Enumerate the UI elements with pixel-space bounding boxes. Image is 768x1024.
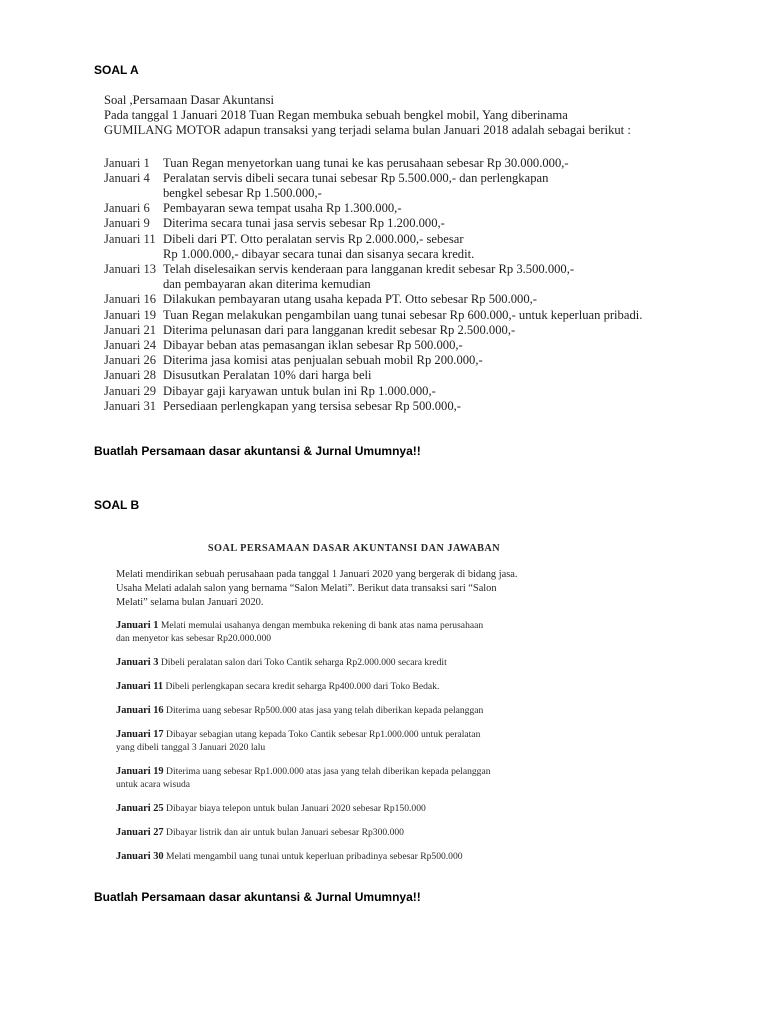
- transaction-line: Diterima uang sebesar Rp1.000.000 atas jasa yang telah diberikan kepada pelanggan: [163, 766, 491, 777]
- transaction-description: [163, 156, 674, 171]
- transaction-line: Diterima secara tunai jasa servis sebesar Rp 1.200.000,-: [163, 216, 445, 231]
- transaction-description: [163, 201, 674, 216]
- soal-a-heading: SOAL A: [94, 63, 139, 77]
- transaction-date: Januari 11: [116, 681, 164, 692]
- transaction-date: Januari 29: [104, 383, 157, 398]
- transaction-date: Januari 19: [116, 766, 164, 777]
- transaction-date: Januari 28: [104, 368, 157, 383]
- transaction-line: Rp 1.000.000,- dibayar secara tunai dan sisanya secara kredit.: [163, 246, 475, 261]
- transaction-line: Dibayar listrik dan air untuk bulan Januari sebesar Rp300.000: [163, 827, 404, 838]
- soal-a-transaction: [104, 232, 674, 262]
- soal-b-intro: [116, 568, 576, 610]
- soal-a-intro-title: Soal ,Persamaan Dasar Akuntansi: [104, 93, 274, 107]
- soal-b-transaction: [116, 704, 576, 717]
- transaction-line: Dibayar beban atas pemasangan iklan sebesar Rp 500.000,-: [163, 338, 463, 353]
- soal-b-intro-line: Melati mendirikan sebuah perusahaan pada tanggal 1 Januari 2020 yang bergerak di bidang jasa.: [116, 569, 518, 580]
- transaction-line: dan pembayaran akan diterima kemudian: [163, 277, 371, 292]
- transaction-date: Januari 26: [104, 353, 157, 368]
- soal-b-instruction: Buatlah Persamaan dasar akuntansi & Jurnal Umumnya!!: [94, 890, 421, 904]
- soal-a-intro-line: Pada tanggal 1 Januari 2018 Tuan Regan membuka sebuah bengkel mobil, Yang diberinama: [104, 108, 568, 123]
- transaction-description: [163, 262, 674, 292]
- transaction-line: Melati mengambil uang tunai untuk keperluan pribadinya sebesar Rp500.000: [163, 851, 463, 862]
- soal-a-transaction: [104, 201, 674, 216]
- soal-a-transaction: [104, 323, 674, 338]
- transaction-line: Dibayar gaji karyawan untuk bulan ini Rp 1.000.000,-: [163, 383, 436, 398]
- transaction-description: [163, 368, 674, 383]
- soal-a-transaction: [104, 308, 674, 323]
- soal-b-transaction: [116, 765, 576, 791]
- transaction-line: Dibeli peralatan salon dari Toko Cantik seharga Rp2.000.000 secara kredit: [158, 657, 447, 668]
- soal-a-intro-line: GUMILANG MOTOR adapun transaksi yang terjadi selama bulan Januari 2018 adalah sebagai berikut :: [104, 123, 631, 138]
- transaction-line: Dibeli perlengkapan secara kredit seharga Rp400.000 dari Toko Bedak.: [163, 681, 440, 692]
- transaction-line: Diterima uang sebesar Rp500.000 atas jasa yang telah diberikan kepada pelanggan: [163, 705, 484, 716]
- soal-a-instruction: Buatlah Persamaan dasar akuntansi & Jurnal Umumnya!!: [94, 444, 421, 458]
- soal-a-scan: [104, 93, 674, 414]
- soal-a-transaction: [104, 353, 674, 368]
- transaction-date: Januari 24: [104, 338, 157, 353]
- soal-b-transaction: [116, 656, 576, 669]
- soal-a-transaction: [104, 171, 674, 201]
- soal-a-transaction: [104, 292, 674, 307]
- transaction-date: Januari 4: [104, 170, 150, 185]
- transaction-date: Januari 1: [104, 155, 150, 170]
- transaction-description: [163, 353, 674, 368]
- transaction-line: Persediaan perlengkapan yang tersisa sebesar Rp 500.000,-: [163, 398, 461, 413]
- soal-b-intro-line: Usaha Melati adalah salon yang bernama “Salon Melati”. Berikut data transaksi sari “Salon: [116, 583, 497, 594]
- transaction-date: Januari 27: [116, 827, 164, 838]
- transaction-description: [163, 232, 674, 262]
- soal-b-transaction: [116, 728, 576, 754]
- soal-a-transaction: [104, 262, 674, 292]
- soal-b-transaction: [116, 850, 576, 863]
- transaction-line: untuk acara wisuda: [116, 779, 191, 790]
- transaction-line: Diterima pelunasan dari para langganan kredit sebesar Rp 2.500.000,-: [163, 322, 516, 337]
- transaction-line: Pembayaran sewa tempat usaha Rp 1.300.000,-: [163, 201, 402, 216]
- transaction-date: Januari 21: [104, 322, 157, 337]
- soal-a-transaction: [104, 399, 674, 414]
- transaction-description: [163, 399, 674, 414]
- transaction-line: yang dibeli tanggal 3 Januari 2020 lalu: [116, 742, 266, 753]
- soal-a-transaction: [104, 338, 674, 353]
- transaction-date: Januari 6: [104, 201, 150, 216]
- transaction-date: Januari 11: [104, 231, 156, 246]
- transaction-date: Januari 9: [104, 216, 150, 231]
- transaction-description: [163, 384, 674, 399]
- transaction-line: Disusutkan Peralatan 10% dari harga beli: [163, 368, 372, 383]
- transaction-date: Januari 1: [116, 620, 159, 631]
- soal-a-transaction-list: [104, 156, 674, 414]
- transaction-description: [163, 308, 674, 323]
- soal-b-transaction: [116, 619, 576, 645]
- transaction-date: Januari 3: [116, 657, 159, 668]
- transaction-line: Tuan Regan menyetorkan uang tunai ke kas perusahaan sebesar Rp 30.000.000,-: [163, 155, 569, 170]
- transaction-line: Telah diselesaikan servis kenderaan para langganan kredit sebesar Rp 3.500.000,-: [163, 262, 575, 277]
- transaction-line: Peralatan servis dibeli secara tunai sebesar Rp 5.500.000,- dan perlengkapan: [163, 170, 549, 185]
- transaction-line: Dibayar biaya telepon untuk bulan Januari 2020 sebesar Rp150.000: [163, 803, 426, 814]
- transaction-line: dan menyetor kas sebesar Rp20.000.000: [116, 633, 272, 644]
- soal-b-intro-line: Melati” selama bulan Januari 2020.: [116, 597, 264, 608]
- transaction-line: Dibeli dari PT. Otto peralatan servis Rp 2.000.000,- sebesar: [163, 231, 464, 246]
- transaction-date: Januari 13: [104, 262, 157, 277]
- transaction-description: [163, 338, 674, 353]
- soal-a-transaction: [104, 384, 674, 399]
- soal-b-title: SOAL PERSAMAAN DASAR AKUNTANSI DAN JAWABAN: [207, 543, 501, 554]
- transaction-date: Januari 16: [104, 292, 157, 307]
- soal-b-transaction: [116, 680, 576, 693]
- soal-b-scan: [116, 543, 576, 863]
- transaction-date: Januari 25: [116, 803, 164, 814]
- transaction-description: [163, 323, 674, 338]
- transaction-line: Dibayar sebagian utang kepada Toko Cantik sebesar Rp1.000.000 untuk peralatan: [163, 729, 481, 740]
- soal-a-transaction: [104, 216, 674, 231]
- soal-b-transaction: [116, 802, 576, 815]
- soal-a-intro: [104, 93, 674, 139]
- transaction-date: Januari 17: [116, 729, 164, 740]
- transaction-date: Januari 19: [104, 307, 157, 322]
- transaction-description: [163, 292, 674, 307]
- transaction-date: Januari 31: [104, 398, 157, 413]
- transaction-description: [163, 171, 674, 201]
- transaction-line: Melati memulai usahanya dengan membuka rekening di bank atas nama perusahaan: [158, 620, 484, 631]
- soal-a-transaction: [104, 156, 674, 171]
- transaction-line: Diterima jasa komisi atas penjualan sebuah mobil Rp 200.000,-: [163, 353, 483, 368]
- soal-a-transaction: [104, 368, 674, 383]
- transaction-date: Januari 30: [116, 851, 164, 862]
- transaction-line: bengkel sebesar Rp 1.500.000,-: [163, 186, 322, 201]
- transaction-line: Tuan Regan melakukan pengambilan uang tunai sebesar Rp 600.000,- untuk keperluan pribadi.: [163, 307, 643, 322]
- transaction-line: Dilakukan pembayaran utang usaha kepada PT. Otto sebesar Rp 500.000,-: [163, 292, 537, 307]
- transaction-date: Januari 16: [116, 705, 164, 716]
- soal-b-transaction: [116, 826, 576, 839]
- transaction-description: [163, 216, 674, 231]
- soal-b-heading: SOAL B: [94, 498, 140, 512]
